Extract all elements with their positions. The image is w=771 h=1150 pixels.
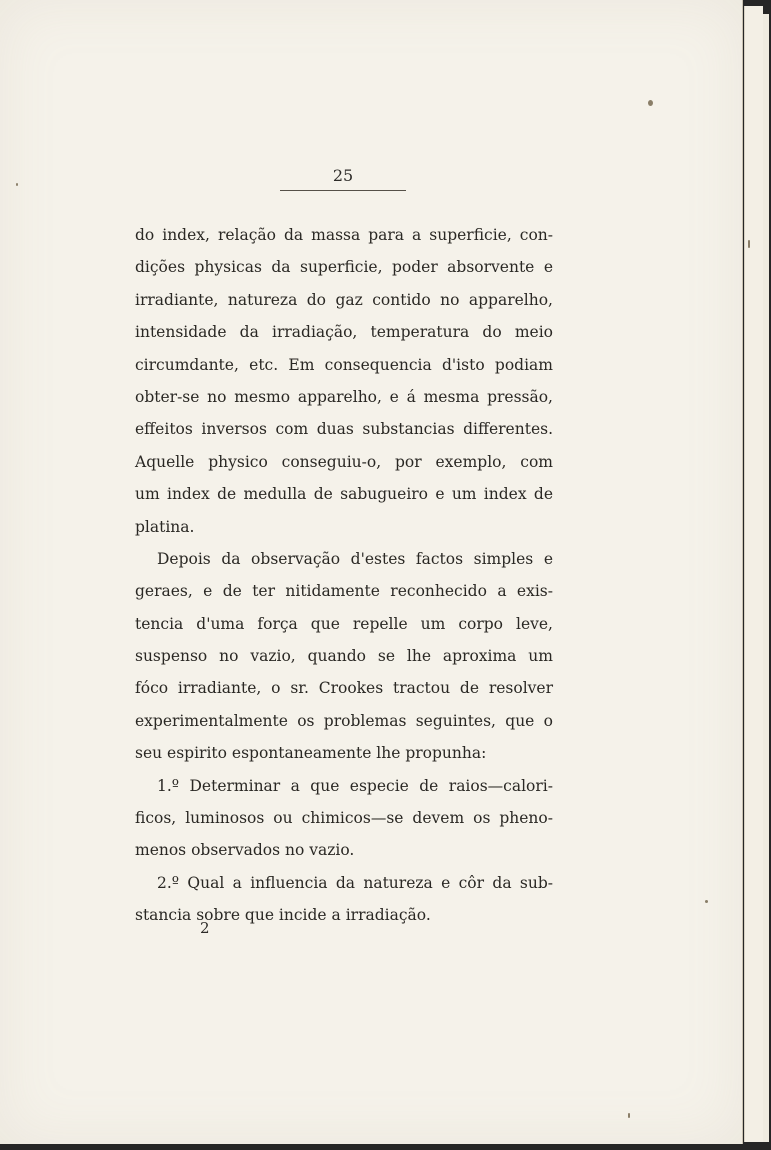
text-line: fóco irradiante, o sr. Crookes tractou de resolver — [135, 679, 553, 698]
text-line: obter-se no mesmo apparelho, e á mesma pressão, — [135, 387, 553, 406]
text-line: dições physicas da superficie, poder absorvente e — [135, 258, 553, 277]
text-line: tencia d'uma força que repelle um corpo leve, — [135, 614, 553, 633]
list-item-line: ficos, luminosos ou chimicos—se devem os pheno- — [135, 809, 553, 828]
header-rule — [280, 190, 406, 191]
paper-speck — [16, 183, 18, 186]
text-line: do index, relação da massa para a superficie, con- — [135, 226, 553, 244]
page-number: 25 — [332, 166, 354, 185]
text-line: seu espirito espontaneamente lhe propunha: — [135, 744, 487, 763]
text-line: um index de medulla de sabugueiro e um index de — [135, 485, 553, 504]
body-text — [135, 219, 553, 932]
text-line: Aquelle physico conseguiu-o, por exemplo, com — [135, 452, 553, 471]
paper-speck — [705, 900, 708, 903]
text-line: suspenso no vazio, quando se lhe aproxima um — [135, 647, 553, 666]
text-line: circumdante, etc. Em consequencia d'isto podiam — [135, 355, 553, 374]
signature-mark: 2 — [200, 919, 210, 937]
text-line: geraes, e de ter nitidamente reconhecido a exis- — [135, 582, 553, 601]
page-header — [280, 166, 406, 191]
list-item-line: 1.º Determinar a que especie de raios—calori- — [157, 776, 553, 795]
paper-speck — [648, 100, 653, 106]
text-line: Depois da observação d'estes factos simples e — [157, 549, 553, 568]
page-stack-edge — [744, 6, 763, 1142]
text-line: platina. — [135, 517, 195, 536]
paper-speck — [628, 1113, 630, 1118]
list-item-line: menos observados no vazio. — [135, 841, 355, 860]
text-line: experimentalmente os problemas seguintes, que o — [135, 711, 553, 730]
text-line: intensidade da irradiação, temperatura do meio — [135, 323, 553, 342]
text-line: effeitos inversos com duas substancias differentes. — [135, 420, 553, 439]
text-line: irradiante, natureza do gaz contido no apparelho, — [135, 290, 553, 309]
list-item-line: stancia sobre que incide a irradiação. — [135, 906, 431, 925]
list-item-line: 2.º Qual a influencia da natureza e côr da sub- — [157, 873, 553, 892]
paper-speck — [748, 240, 750, 248]
